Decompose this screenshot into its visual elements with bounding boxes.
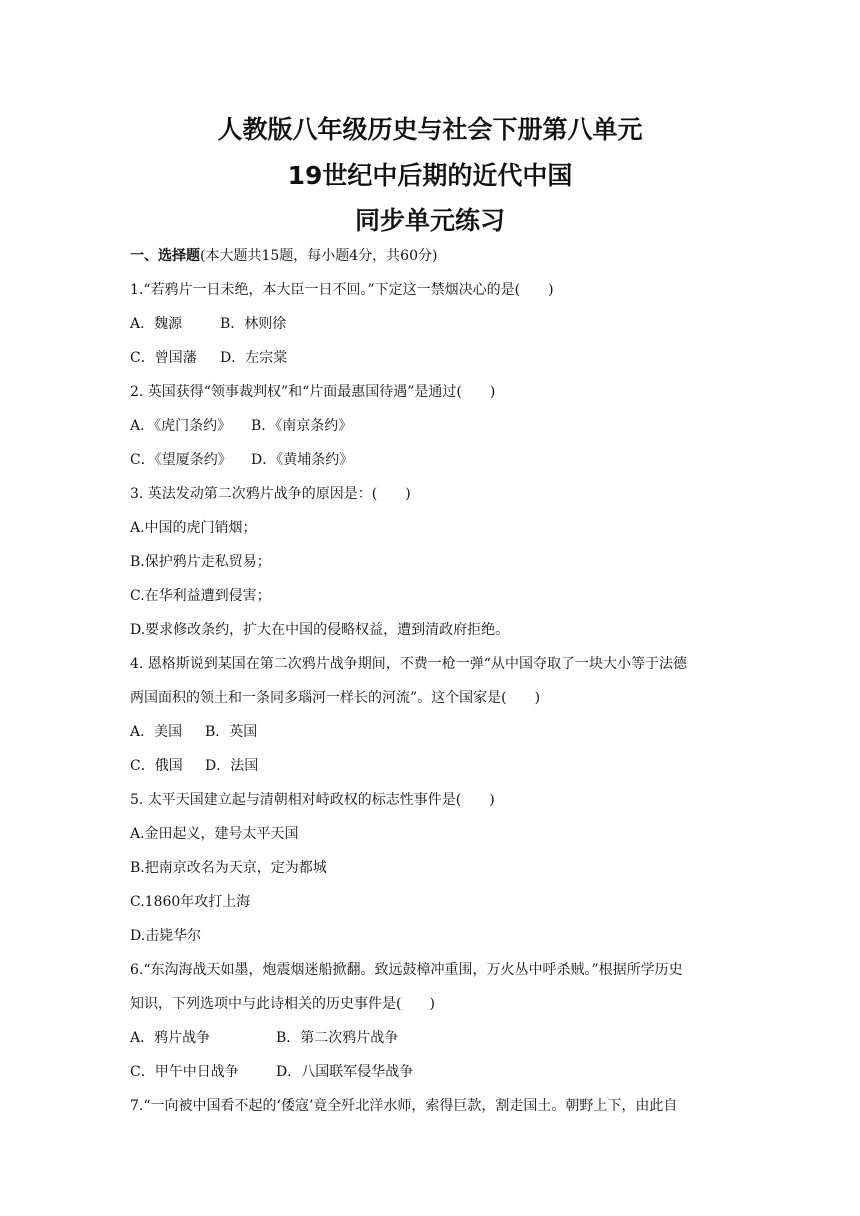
title-line-1: 人教版八年级历史与社会下册第八单元 <box>217 115 643 144</box>
q7-stem-line-1: 7.“一向被中国看不起的‘倭寇’竟全歼北洋水师，索得巨款，割走国土。朝野上下，由此自 <box>130 1098 678 1114</box>
q6-option-d: D．八国联军侵华战争 <box>276 1064 414 1080</box>
q2-stem: 2. 英国获得“领事裁判权”和“片面最惠国待遇”是通过( ) <box>130 384 496 400</box>
section-note: (本大题共15题，每小题4分，共60分) <box>200 248 438 264</box>
q2-option-b: B．《南京条约》 <box>251 418 353 434</box>
q1-option-b: B．林则徐 <box>220 316 287 332</box>
q6-option-c: C．甲午中日战争 <box>130 1064 239 1080</box>
q6-stem-line-2: 知识，下列选项中与此诗相关的历史事件是( ) <box>130 996 435 1012</box>
q4-option-d: D．法国 <box>205 758 259 774</box>
q1-option-c: C．曾国藩 <box>130 350 197 366</box>
q5-option-d: D.击毙华尔 <box>130 928 202 944</box>
section-title: 一、选择题 <box>130 248 200 264</box>
q2-option-a: A．《虎门条约》 <box>130 418 232 434</box>
q4-option-b: B．英国 <box>205 724 258 740</box>
q5-option-c: C.1860年攻打上海 <box>130 894 251 910</box>
q6-option-a: A．鸦片战争 <box>130 1030 211 1046</box>
q1-option-d: D．左宗棠 <box>220 350 288 366</box>
q3-option-c: C.在华利益遭到侵害； <box>130 588 271 604</box>
q3-stem: 3. 英法发动第二次鸦片战争的原因是：( ) <box>130 486 411 502</box>
q1-stem: 1.“若鸦片一日未绝，本大臣一日不回。”下定这一禁烟决心的是( ) <box>130 282 554 298</box>
q6-stem-line-1: 6.“东沟海战天如墨，炮震烟迷船掀翻。致远鼓樟冲重围，万火丛中呼杀贼。”根据所学历史 <box>130 962 683 978</box>
section-heading <box>130 246 437 266</box>
q4-option-c: C．俄国 <box>130 758 183 774</box>
q3-option-b: B.保护鸦片走私贸易； <box>130 554 271 570</box>
q4-stem-line-2: 两国面积的领土和一条同多瑙河一样长的河流”。这个国家是( ) <box>130 690 541 706</box>
q5-option-b: B.把南京改名为天京，定为都城 <box>130 860 327 876</box>
q1-option-a: A．魏源 <box>130 316 183 332</box>
q5-option-a: A.金田起义，建号太平天国 <box>130 826 299 842</box>
q5-stem: 5. 太平天国建立起与清朝相对峙政权的标志性事件是( ) <box>130 792 495 808</box>
q4-option-a: A．美国 <box>130 724 183 740</box>
q6-option-b: B．第二次鸦片战争 <box>276 1030 399 1046</box>
q3-option-d: D.要求修改条约，扩大在中国的侵略权益，遭到清政府拒绝。 <box>130 622 510 638</box>
q4-stem-line-1: 4. 恩格斯说到某国在第二次鸦片战争期间，不费一枪一弹“从中国夺取了一块大小等于法德 <box>130 656 687 672</box>
q2-option-c: C．《望厦条约》 <box>130 452 232 468</box>
title-line-2: 19世纪中后期的近代中国 <box>287 161 573 190</box>
q2-option-d: D．《黄埔条约》 <box>251 452 354 468</box>
q3-option-a: A.中国的虎门销烟； <box>130 520 257 536</box>
title-line-3: 同步单元练习 <box>354 206 505 235</box>
